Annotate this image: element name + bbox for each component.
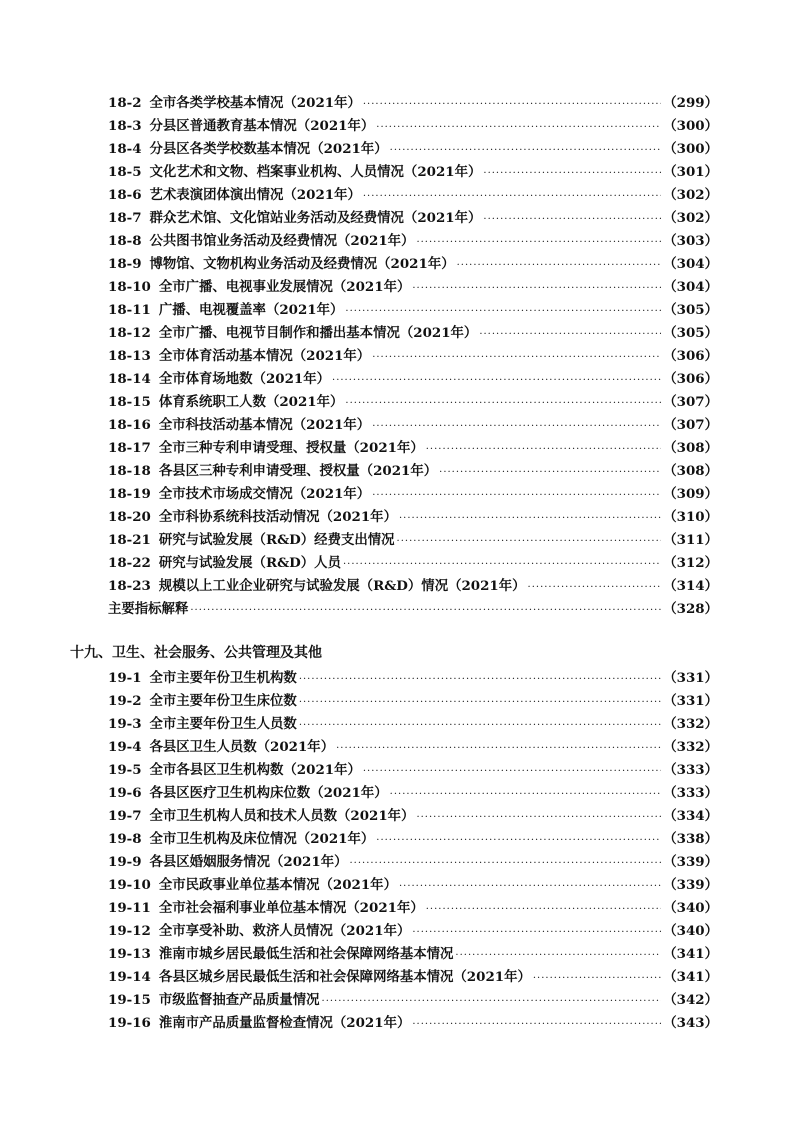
toc-entry-page: （331）	[663, 670, 718, 686]
toc-entry-title: 博物馆、文物机构业务活动及经费情况（2021年）	[149, 256, 455, 272]
dot-leader	[372, 346, 661, 369]
toc-entry-page: （299）	[663, 95, 718, 111]
toc-entry-number: 18-17	[108, 440, 151, 456]
toc-entry[interactable]	[108, 782, 718, 805]
toc-entry-page: （303）	[663, 233, 718, 249]
dot-leader	[483, 162, 661, 185]
toc-entry-title: 各县区三种专利申请受理、授权量（2021年）	[158, 463, 438, 479]
toc-entry-title: 全市广播、电视节目制作和播出基本情况（2021年）	[158, 325, 478, 341]
toc-entry-title: 全市社会福利事业单位基本情况（2021年）	[158, 900, 424, 916]
toc-entry-title: 全市科协系统科技活动情况（2021年）	[158, 509, 397, 525]
toc-entry[interactable]	[108, 207, 718, 230]
dot-leader	[483, 208, 661, 231]
toc-entry[interactable]	[108, 437, 718, 460]
toc-entry[interactable]	[108, 322, 718, 345]
toc-entry[interactable]	[108, 736, 718, 759]
dot-leader	[412, 921, 661, 944]
toc-entry-page: （334）	[663, 808, 718, 824]
toc-entry[interactable]	[108, 161, 718, 184]
toc-entry-title: 全市三种专利申请受理、授权量（2021年）	[158, 440, 424, 456]
toc-entry[interactable]	[108, 713, 718, 736]
toc-entry-page: （312）	[663, 555, 718, 571]
toc-entry[interactable]	[108, 138, 718, 161]
toc-entry-title: 全市技术市场成交情况（2021年）	[158, 486, 371, 502]
toc-entry-page: （305）	[663, 325, 718, 341]
dot-leader	[426, 898, 662, 921]
toc-entry-page: （307）	[663, 394, 718, 410]
toc-entry[interactable]	[108, 230, 718, 253]
toc-entry-page: （308）	[663, 463, 718, 479]
toc-entry-page: （340）	[663, 900, 718, 916]
dot-leader	[345, 392, 661, 415]
dot-leader	[332, 369, 661, 392]
dot-leader	[533, 967, 661, 990]
toc-entry-page: （302）	[663, 187, 718, 203]
toc-entry-title: 规模以上工业企业研究与试验发展（R&D）情况（2021年）	[158, 578, 526, 594]
toc-entry[interactable]	[108, 460, 718, 483]
toc-entry-title: 研究与试验发展（R&D）人员	[158, 555, 341, 571]
toc-entry-number: 18-19	[108, 486, 151, 502]
toc-entry[interactable]	[108, 575, 718, 598]
toc-entry[interactable]	[108, 552, 718, 575]
toc-entry-number: 19-12	[108, 923, 151, 939]
toc-entry-page: （333）	[663, 762, 718, 778]
toc-entry[interactable]	[108, 690, 718, 713]
dot-leader	[528, 576, 662, 599]
toc-entry-title: 广播、电视覆盖率（2021年）	[158, 302, 344, 318]
toc-entry-page: （341）	[663, 946, 718, 962]
toc-entry-number: 18-20	[108, 509, 151, 525]
toc-entry-title: 全市主要年份卫生人员数	[149, 716, 297, 732]
dot-leader	[397, 530, 662, 553]
toc-entry[interactable]	[108, 92, 718, 115]
toc-list-section-19	[108, 667, 718, 1035]
toc-entry-number: 18-15	[108, 394, 151, 410]
toc-entry-number: 18-2	[108, 95, 142, 111]
dot-leader	[455, 944, 661, 967]
dot-leader	[416, 806, 661, 829]
dot-leader	[412, 1013, 661, 1036]
toc-entry-number: 19-14	[108, 969, 151, 985]
toc-entry-title: 全市主要年份卫生机构数	[149, 670, 297, 686]
toc-entry-number: 18-5	[108, 164, 142, 180]
toc-entry[interactable]	[108, 897, 718, 920]
toc-entry-number: 18-10	[108, 279, 151, 295]
toc-entry-number: 18-4	[108, 141, 142, 157]
toc-entry-number: 18-6	[108, 187, 142, 203]
toc-entry-title: 各县区城乡居民最低生活和社会保障网络基本情况（2021年）	[158, 969, 531, 985]
toc-entry-title: 市级监督抽查产品质量情况	[158, 992, 320, 1008]
dot-leader	[426, 438, 662, 461]
toc-entry-page: （300）	[663, 118, 718, 134]
toc-entry[interactable]	[108, 989, 718, 1012]
toc-entry-title: 全市各县区卫生机构数（2021年）	[149, 762, 361, 778]
toc-entry-number: 19-5	[108, 762, 142, 778]
dot-leader	[190, 599, 661, 622]
dot-leader	[390, 139, 662, 162]
toc-entry-number: 18-3	[108, 118, 142, 134]
toc-entry-page: （305）	[663, 302, 718, 318]
toc-entry-title: 艺术表演团体演出情况（2021年）	[149, 187, 361, 203]
toc-entry-number: 19-4	[108, 739, 142, 755]
toc-entry-page: （332）	[663, 716, 718, 732]
toc-entry[interactable]	[108, 805, 718, 828]
dot-leader	[336, 737, 661, 760]
toc-entry-number: 19-2	[108, 693, 142, 709]
toc-entry-number: 19-3	[108, 716, 142, 732]
toc-entry-title: 体育系统职工人数（2021年）	[158, 394, 344, 410]
toc-entry[interactable]	[108, 345, 718, 368]
toc-entry[interactable]	[108, 667, 718, 690]
toc-entry[interactable]	[108, 598, 718, 621]
dot-leader	[399, 507, 661, 530]
dot-leader	[457, 254, 662, 277]
toc-entry[interactable]	[108, 529, 718, 552]
toc-entry-number: 19-13	[108, 946, 151, 962]
dot-leader	[376, 116, 661, 139]
toc-entry-number: 19-8	[108, 831, 142, 847]
toc-entry[interactable]	[108, 851, 718, 874]
toc-entry-page: （333）	[663, 785, 718, 801]
toc-entry-page: （328）	[663, 601, 718, 617]
toc-entry-title: 各县区卫生人员数（2021年）	[149, 739, 335, 755]
toc-entry[interactable]	[108, 368, 718, 391]
toc-entry-page: （308）	[663, 440, 718, 456]
toc-entry-number: 18-14	[108, 371, 151, 387]
toc-entry-title: 公共图书馆业务活动及经费情况（2021年）	[149, 233, 415, 249]
toc-entry-page: （342）	[663, 992, 718, 1008]
dot-leader	[363, 760, 661, 783]
toc-entry-title: 各县区婚姻服务情况（2021年）	[149, 854, 348, 870]
toc-entry-title: 全市科技活动基本情况（2021年）	[158, 417, 371, 433]
dot-leader	[416, 231, 661, 254]
dot-leader	[345, 300, 661, 323]
toc-entry-number: 18-7	[108, 210, 142, 226]
toc-entry[interactable]	[108, 184, 718, 207]
dot-leader	[322, 990, 662, 1013]
dot-leader	[299, 691, 661, 714]
toc-entry-number: 19-10	[108, 877, 151, 893]
toc-entry-number: 19-6	[108, 785, 142, 801]
dot-leader	[372, 415, 661, 438]
toc-entry-page: （314）	[663, 578, 718, 594]
toc-entry-title: 全市享受补助、救济人员情况（2021年）	[158, 923, 411, 939]
toc-entry-number: 18-9	[108, 256, 142, 272]
dot-leader	[299, 668, 661, 691]
dot-leader	[412, 277, 661, 300]
toc-entry-number: 18-12	[108, 325, 151, 341]
toc-entry[interactable]	[108, 759, 718, 782]
toc-entry-title: 全市主要年份卫生床位数	[149, 693, 297, 709]
dot-leader	[439, 461, 661, 484]
toc-entry[interactable]	[108, 920, 718, 943]
toc-list-section-18	[108, 92, 718, 621]
toc-entry-page: （300）	[663, 141, 718, 157]
toc-entry[interactable]	[108, 874, 718, 897]
dot-leader	[343, 553, 661, 576]
dot-leader	[479, 323, 661, 346]
toc-entry-title: 研究与试验发展（R&D）经费支出情况	[158, 532, 395, 548]
toc-entry-number: 19-15	[108, 992, 151, 1008]
section-heading: 十九、卫生、社会服务、公共管理及其他	[70, 645, 322, 661]
toc-entry[interactable]	[108, 483, 718, 506]
toc-entry-page: （310）	[663, 509, 718, 525]
toc-entry-page: （301）	[663, 164, 718, 180]
toc-entry-number: 19-16	[108, 1015, 151, 1031]
toc-entry[interactable]	[108, 506, 718, 529]
toc-entry-number: 19-11	[108, 900, 151, 916]
toc-entry[interactable]	[108, 253, 718, 276]
toc-entry-page: （307）	[663, 417, 718, 433]
toc-entry[interactable]	[108, 299, 718, 322]
toc-entry-number: 18-16	[108, 417, 151, 433]
toc-entry-title: 全市体育活动基本情况（2021年）	[158, 348, 371, 364]
toc-entry-number: 18-11	[108, 302, 151, 318]
toc-entry-title: 分县区各类学校数基本情况（2021年）	[149, 141, 388, 157]
toc-entry[interactable]	[108, 1012, 718, 1035]
toc-entry-page: （306）	[663, 348, 718, 364]
toc-entry-page: （343）	[663, 1015, 718, 1031]
dot-leader	[363, 93, 661, 116]
toc-entry-number: 19-7	[108, 808, 142, 824]
toc-entry-number: 18-23	[108, 578, 151, 594]
toc-entry-number: 19-1	[108, 670, 142, 686]
toc-entry-page: （304）	[663, 256, 718, 272]
toc-entry[interactable]	[108, 276, 718, 299]
toc-entry-title: 淮南市产品质量监督检查情况（2021年）	[158, 1015, 411, 1031]
dot-leader	[363, 185, 661, 208]
toc-entry[interactable]	[108, 391, 718, 414]
toc-entry-number: 18-13	[108, 348, 151, 364]
toc-entry-number: 18-21	[108, 532, 151, 548]
toc-entry-page: （302）	[663, 210, 718, 226]
toc-entry-page: （311）	[663, 532, 718, 548]
toc-entry-number: 18-8	[108, 233, 142, 249]
toc-entry-title: 全市广播、电视事业发展情况（2021年）	[158, 279, 411, 295]
toc-entry[interactable]	[108, 828, 718, 851]
dot-leader	[376, 829, 661, 852]
toc-entry-page: （331）	[663, 693, 718, 709]
toc-entry-number: 19-9	[108, 854, 142, 870]
toc-entry-title: 全市民政事业单位基本情况（2021年）	[158, 877, 397, 893]
toc-entry-page: （339）	[663, 854, 718, 870]
toc-entry-page: （309）	[663, 486, 718, 502]
toc-entry-title: 群众艺术馆、文化馆站业务活动及经费情况（2021年）	[149, 210, 482, 226]
dot-leader	[299, 714, 661, 737]
toc-entry-page: （332）	[663, 739, 718, 755]
toc-entry-title: 文化艺术和文物、档案事业机构、人员情况（2021年）	[149, 164, 482, 180]
toc-entry-number: 18-18	[108, 463, 151, 479]
toc-entry-number: 18-22	[108, 555, 151, 571]
dot-leader	[372, 484, 661, 507]
dot-leader	[349, 852, 661, 875]
dot-leader	[390, 783, 662, 806]
toc-entry-title: 全市体育场地数（2021年）	[158, 371, 331, 387]
toc-entry-title: 全市各类学校基本情况（2021年）	[149, 95, 361, 111]
toc-entry-title: 分县区普通教育基本情况（2021年）	[149, 118, 375, 134]
toc-entry-title: 淮南市城乡居民最低生活和社会保障网络基本情况	[158, 946, 454, 962]
toc-entry-page: （306）	[663, 371, 718, 387]
toc-entry-page: （338）	[663, 831, 718, 847]
toc-entry[interactable]	[108, 414, 718, 437]
dot-leader	[399, 875, 661, 898]
toc-entry[interactable]	[108, 966, 718, 989]
toc-entry-title: 全市卫生机构及床位情况（2021年）	[149, 831, 375, 847]
toc-entry-page: （304）	[663, 279, 718, 295]
toc-entry-page: （340）	[663, 923, 718, 939]
toc-entry-page: （339）	[663, 877, 718, 893]
toc-entry[interactable]	[108, 115, 718, 138]
toc-entry[interactable]	[108, 943, 718, 966]
toc-entry-title: 各县区医疗卫生机构床位数（2021年）	[149, 785, 388, 801]
toc-entry-page: （341）	[663, 969, 718, 985]
toc-entry-title: 全市卫生机构人员和技术人员数（2021年）	[149, 808, 415, 824]
toc-entry-title: 主要指标解释	[108, 601, 189, 617]
